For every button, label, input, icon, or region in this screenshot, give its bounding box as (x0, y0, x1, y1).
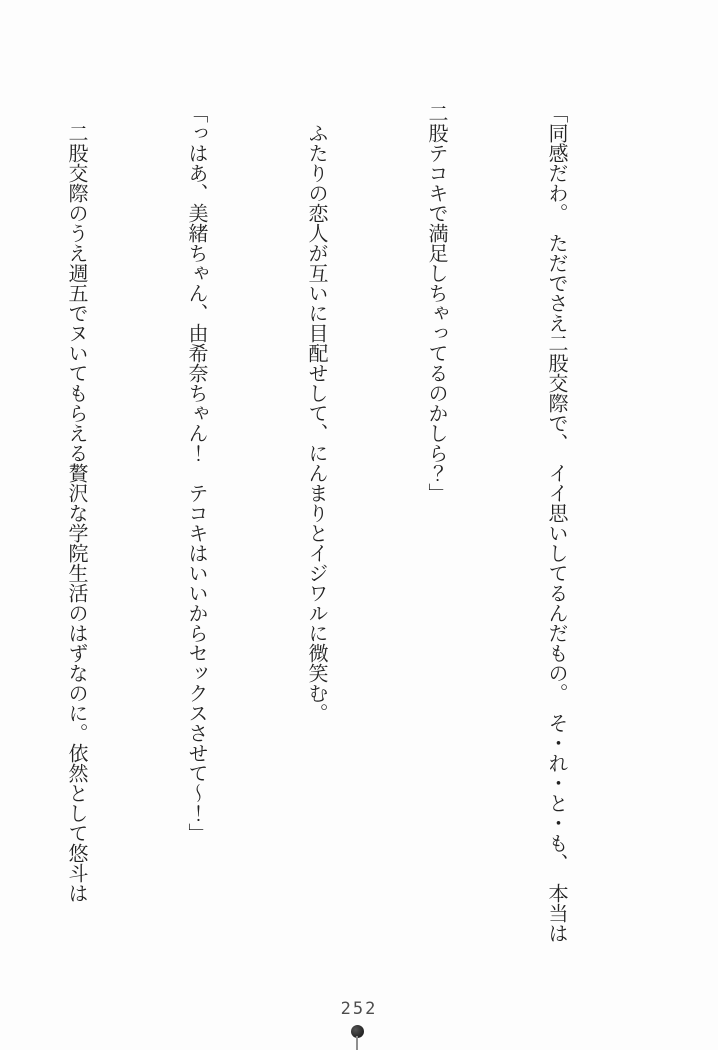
text-line-1: 「同感だわ。 ただでさえ二股交際で、 イイ思いしてるんだもの。 そ・れ・と・も、 本当は (545, 103, 567, 943)
page-pin-ornament (351, 1025, 364, 1050)
text-line-2: 二股テコキで満足しちゃってるのかしら？」 (425, 103, 447, 503)
text-line-5: 二股交際のうえ週五でヌいてもらえる贅沢な学院生活のはずなのに。依然として悠斗は (65, 103, 87, 903)
text-line-4: 「っはあ、美緒ちゃん、由希奈ちゃん！ テコキはいいからセックスさせて～！」 (185, 103, 207, 843)
text-line-3: ふたりの恋人が互いに目配せして、にんまりとイジワルに微笑む。 (305, 103, 327, 723)
page-number: 252 (340, 999, 378, 1019)
vertical-text-block (0, 103, 656, 1003)
pin-stem (356, 1036, 358, 1050)
